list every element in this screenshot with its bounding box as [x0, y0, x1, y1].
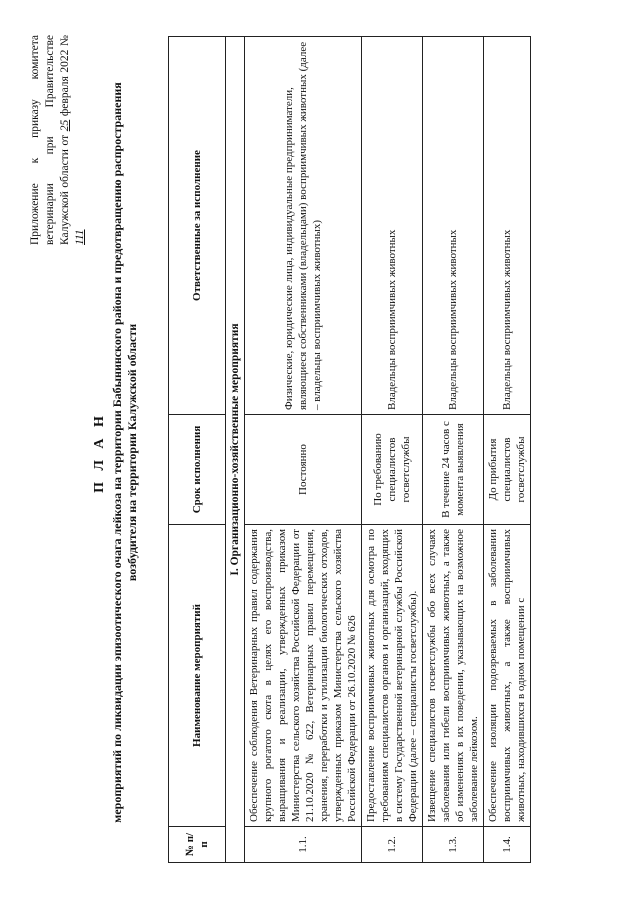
row-num: 1.3. — [423, 827, 484, 863]
appendix-date-day: 25 — [59, 119, 71, 132]
row-measure: Обеспечение изоляции подозреваемых в заболевании восприимчивых животных, а также восприимчивых животных, находившихся в одном помещении с — [484, 525, 531, 827]
row-num: 1.1. — [245, 827, 362, 863]
appendix-text: Приложение к приказу комитета ветеринарии при Правительстве Калужской области от — [29, 35, 71, 245]
row-measure: Предоставление восприимчивых животных для осмотра по требованиям специалистов органов и организаций, входящих в систему Государственной ветеринарной службы Российской Федерации (далее – специалисты госветслужбы). — [362, 525, 423, 827]
appendix-date-rest: февраля 2022 № — [59, 35, 71, 117]
header-num: № п/п — [169, 827, 226, 863]
row-term: До прибытия специалистов госветслужбы — [484, 415, 531, 525]
appendix-note — [28, 35, 88, 245]
section-row — [226, 37, 245, 863]
row-term: По требованию специалистов госветслужбы — [362, 415, 423, 525]
plan-subtitle: мероприятий по ликвидации эпизоотического очага лейкоза на территории Бабынинского района и предотвращению распространения возбудителя на территории Калужской области — [110, 82, 139, 823]
row-term: В течение 24 часов с момента выявления — [423, 415, 484, 525]
header-responsible: Ответственные за исполнение — [169, 37, 226, 415]
table-header-row — [169, 37, 226, 863]
table-row — [423, 37, 484, 863]
header-measure: Наименование мероприятий — [169, 525, 226, 827]
plan-title: П Л А Н — [92, 412, 107, 493]
row-measure: Извещение специалистов госветслужбы обо всех случаях заболевания или гибели восприимчивых животных, а также об изменениях в их поведении, указывающих на возможное заболевание лейкозом. — [423, 525, 484, 827]
header-term: Срок исполнения — [169, 415, 226, 525]
table-row — [484, 37, 531, 863]
row-num: 1.2. — [362, 827, 423, 863]
table-row — [245, 37, 362, 863]
row-measure: Обеспечение соблюдения Ветеринарных правил содержания крупного рогатого скота в целях его воспроизводства, выращивания и реализации, утвержденных приказом Министерства сельского хозяйства Российской Федерации от 21.10.2020 № 622, Ветеринарных правил перемещения, хранения, переработки и утилизации биологических отходов, утвержденных приказом Министерства сельского хозяйства Российской Федерации от 26.10.2020 № 626 — [245, 525, 362, 827]
section-title: I. Организационно-хозяйственные мероприятия — [226, 37, 245, 863]
row-responsible: Владельцы восприимчивых животных — [423, 37, 484, 415]
row-term: Постоянно — [245, 415, 362, 525]
row-responsible: Владельцы восприимчивых животных — [362, 37, 423, 415]
measures-table — [168, 36, 531, 863]
row-responsible: Физические, юридические лица, индивидуальные предприниматели, являющиеся собственниками (владельцами) восприимчивых животных (далее – владельцы восприимчивых животных) — [245, 37, 362, 415]
appendix-number: 111 — [74, 229, 86, 245]
row-num: 1.4. — [484, 827, 531, 863]
table-row — [362, 37, 423, 863]
row-responsible: Владельцы восприимчивых животных — [484, 37, 531, 415]
